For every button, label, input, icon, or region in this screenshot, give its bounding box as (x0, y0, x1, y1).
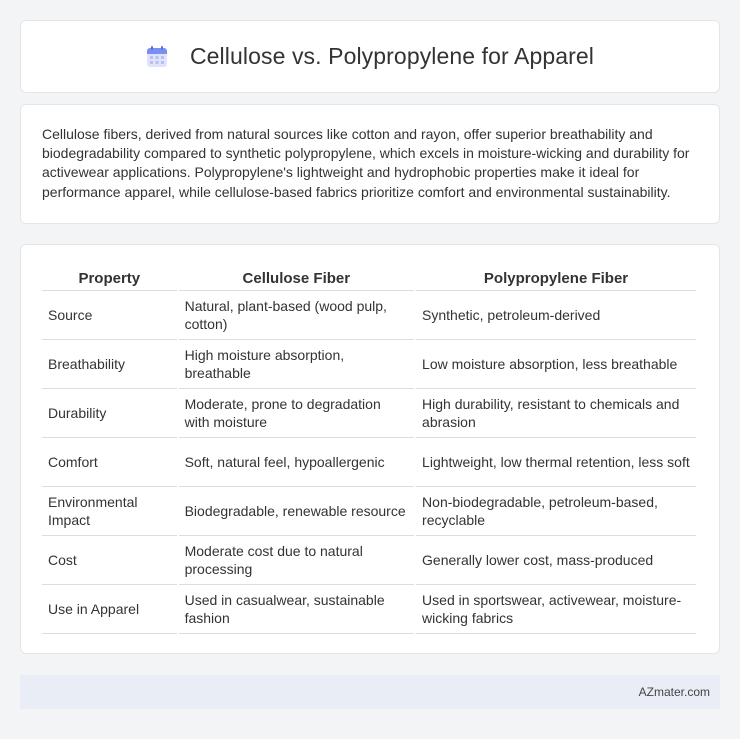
cell-property: Source (42, 291, 177, 340)
table-row (42, 536, 696, 585)
table-row (42, 487, 696, 536)
cell-polypropylene: Generally lower cost, mass-produced (416, 536, 696, 585)
title-wrap (146, 43, 594, 70)
header-property: Property (42, 265, 177, 291)
footer-brand[interactable]: AZmater.com (638, 685, 710, 699)
cell-cellulose: Used in casualwear, sustainable fashion (179, 585, 414, 634)
cell-cellulose: Moderate, prone to degradation with moisture (179, 389, 414, 438)
cell-polypropylene: Low moisture absorption, less breathable (416, 340, 696, 389)
comparison-table (40, 265, 698, 634)
cell-polypropylene: Used in sportswear, activewear, moisture-wicking fabrics (416, 585, 696, 634)
cell-cellulose: Soft, natural feel, hypoallergenic (179, 438, 414, 487)
cell-property: Comfort (42, 438, 177, 487)
cell-property: Cost (42, 536, 177, 585)
cell-property: Durability (42, 389, 177, 438)
header-polypropylene: Polypropylene Fiber (416, 265, 696, 291)
page-title: Cellulose vs. Polypropylene for Apparel (189, 43, 595, 69)
cell-polypropylene: High durability, resistant to chemicals and abrasion (416, 389, 696, 438)
table-row (42, 585, 696, 634)
intro-card (20, 104, 720, 224)
header-cellulose: Cellulose Fiber (179, 265, 414, 291)
cell-cellulose: High moisture absorption, breathable (179, 340, 414, 389)
cell-property: Use in Apparel (42, 585, 177, 634)
cell-cellulose: Natural, plant-based (wood pulp, cotton) (179, 291, 414, 340)
footer (20, 675, 720, 709)
title-card (20, 20, 720, 93)
cell-cellulose: Biodegradable, renewable resource (179, 487, 414, 536)
cell-polypropylene: Lightweight, low thermal retention, less soft (416, 438, 696, 487)
table-row (42, 389, 696, 438)
cell-polypropylene: Non-biodegradable, petroleum-based, recyclable (416, 487, 696, 536)
table-row (42, 291, 696, 340)
calendar-icon (146, 46, 168, 68)
cell-property: Breathability (42, 340, 177, 389)
table-row (42, 340, 696, 389)
intro-paragraph: Cellulose fibers, derived from natural sources like cotton and rayon, offer superior breathability and biodegradability compared to synthetic polypropylene, which excels in moisture-wicking and durability for activewear applications. Polypropylene's lightweight and hydrophobic properties make it ideal for performance apparel, while cellulose-based fabrics prioritize comfort and environmental sustainability. (42, 126, 690, 200)
cell-cellulose: Moderate cost due to natural processing (179, 536, 414, 585)
table-header-row (42, 265, 696, 291)
cell-property: Environmental Impact (42, 487, 177, 536)
cell-polypropylene: Synthetic, petroleum-derived (416, 291, 696, 340)
table-row (42, 438, 696, 487)
comparison-card (20, 244, 720, 654)
